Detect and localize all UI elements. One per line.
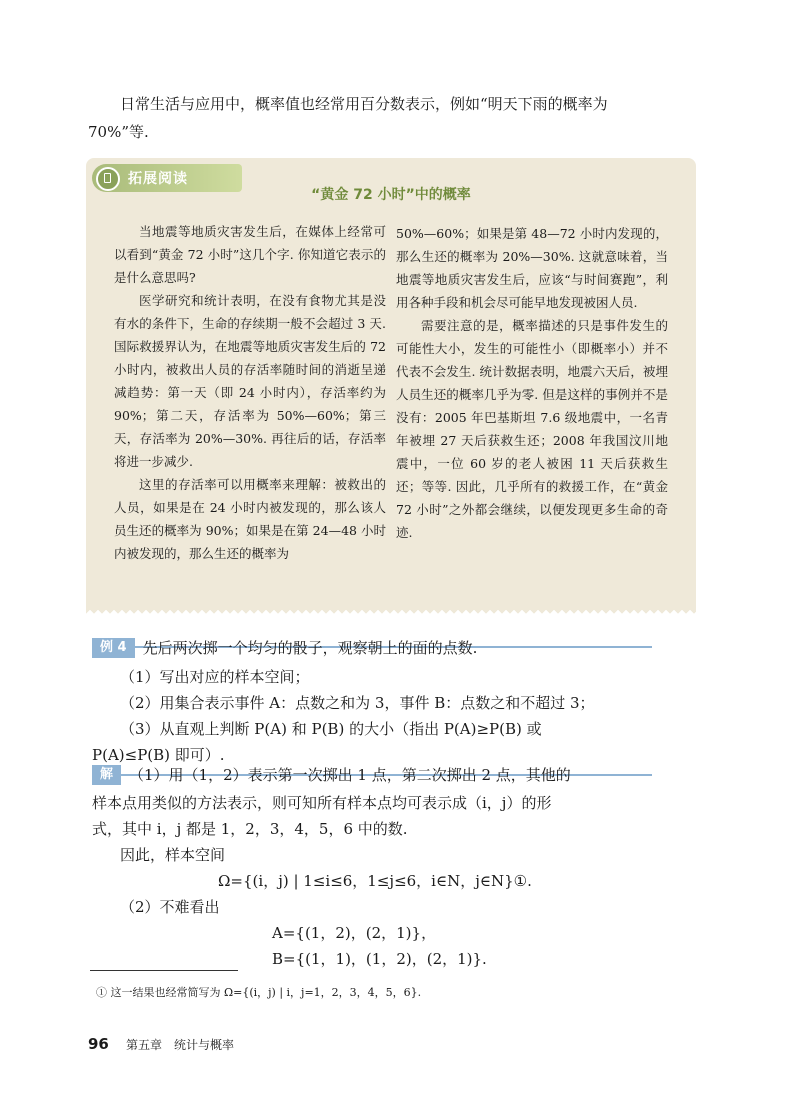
tab-label: 拓展阅读 (128, 171, 188, 187)
reading-title: “黄金 72 小时”中的概率 (311, 187, 471, 203)
example-statement: 先后两次掷一个均匀的骰子，观察朝上的面的点数. (142, 639, 478, 657)
example-question-2: （2）用集合表示事件 A：点数之和为 3，事件 B：点数之和不超过 3； (120, 694, 595, 712)
reading-column-left (114, 220, 386, 565)
reading-paragraph: 医学研究和统计表明，在没有食物尤其是没有水的条件下，生命的存续期一般不会超过 3 天. 国际救援界认为，在地震等地质灾害发生后的 72 小时内，被救出人员的存活率随时间的消逝呈递减趋势：第一天（即 24 小时内），存活率约为 90%；第二天，存活率为 50%—60%；第三天，存活率为 20%—30%. 再往后的话，存活率将进一步减少. (114, 293, 386, 469)
footnote-rule (90, 970, 238, 971)
extended-reading-box (86, 158, 696, 610)
page-number: 96 (88, 1035, 109, 1053)
set-b-formula: B={(1，1)，(1，2)，(2，1)}. (272, 950, 487, 968)
sample-space-formula: Ω={(i，j) | 1≤i≤6，1≤j≤6，i∈N，j∈N}①. (218, 872, 532, 890)
solution-line-5: （2）不难看出 (120, 898, 220, 916)
solution-text: （1）用（1，2）表示第一次掷出 1 点，第二次掷出 2 点，其他的 (129, 766, 571, 784)
example-question-1: （1）写出对应的样本空间； (120, 668, 310, 686)
intro-paragraph: 日常生活与应用中，概率值也经常用百分数表示，例如“明天下雨的概率为70%”等. (88, 95, 608, 141)
reading-paragraph: 需要注意的是，概率描述的只是事件发生的可能性大小，发生的可能性小（即概率小）并不代表不会发生. 统计数据表明，地震六天后，被埋人员生还的概率几乎为零. 但是这样的事例并不是没有：2005 年巴基斯坦 7.6 级地震中，一名青年被埋 27 天后获救生还；2008 年我国汶川地震中，一位 60 岁的老人被困 11 天后获救生还；等等. 因此，几乎所有的救援工作，在“黄金 72 小时”之外都会继续，以便发现更多生命的奇迹. (396, 318, 668, 540)
solution-line-1 (92, 762, 692, 788)
reading-paragraph: 当地震等地质灾害发生后，在媒体上经常可以看到“黄金 72 小时”这几个字. 你知道它表示的是什么意思吗? (114, 224, 386, 285)
solution-line-3: 式，其中 i，j 都是 1，2，3，4，5，6 中的数. (92, 820, 408, 838)
example-heading (92, 636, 692, 660)
reading-paragraph: 这里的存活率可以用概率来理解：被救出的人员，如果是在 24 小时内被发现的，那么该人员生还的概率为 90%；如果是在第 24—48 小时内被发现的，那么生还的概率为 (114, 477, 386, 561)
reading-paragraph: 50%—60%；如果是第 48—72 小时内发现的，那么生还的概率为 20%—30%. 这就意味着，当地震等地质灾害发生后，应该“与时间赛跑”，利用各种手段和机会尽可能早地发现被困人员. (396, 226, 668, 310)
solution-line-4: 因此，样本空间 (120, 846, 226, 864)
solution-tag: 解 (92, 765, 121, 785)
chapter-title: 第五章 统计与概率 (126, 1038, 235, 1052)
example-question-3a: （3）从直观上判断 P(A) 和 P(B) 的大小（指出 P(A)≥P(B) 或 (120, 720, 542, 738)
footnote: ① 这一结果也经常简写为 Ω={(i，j) | i，j=1，2，3，4，5，6}. (96, 986, 422, 999)
solution-line-2: 样本点用类似的方法表示，则可知所有样本点均可表示成（i，j）的形 (92, 794, 552, 812)
set-a-formula: A={(1，2)，(2，1)}， (272, 924, 437, 942)
example-question-3b: P(A)≤P(B) 即可）. (92, 746, 225, 764)
example-tag: 例 4 (92, 638, 135, 658)
reading-column-right (396, 222, 668, 544)
